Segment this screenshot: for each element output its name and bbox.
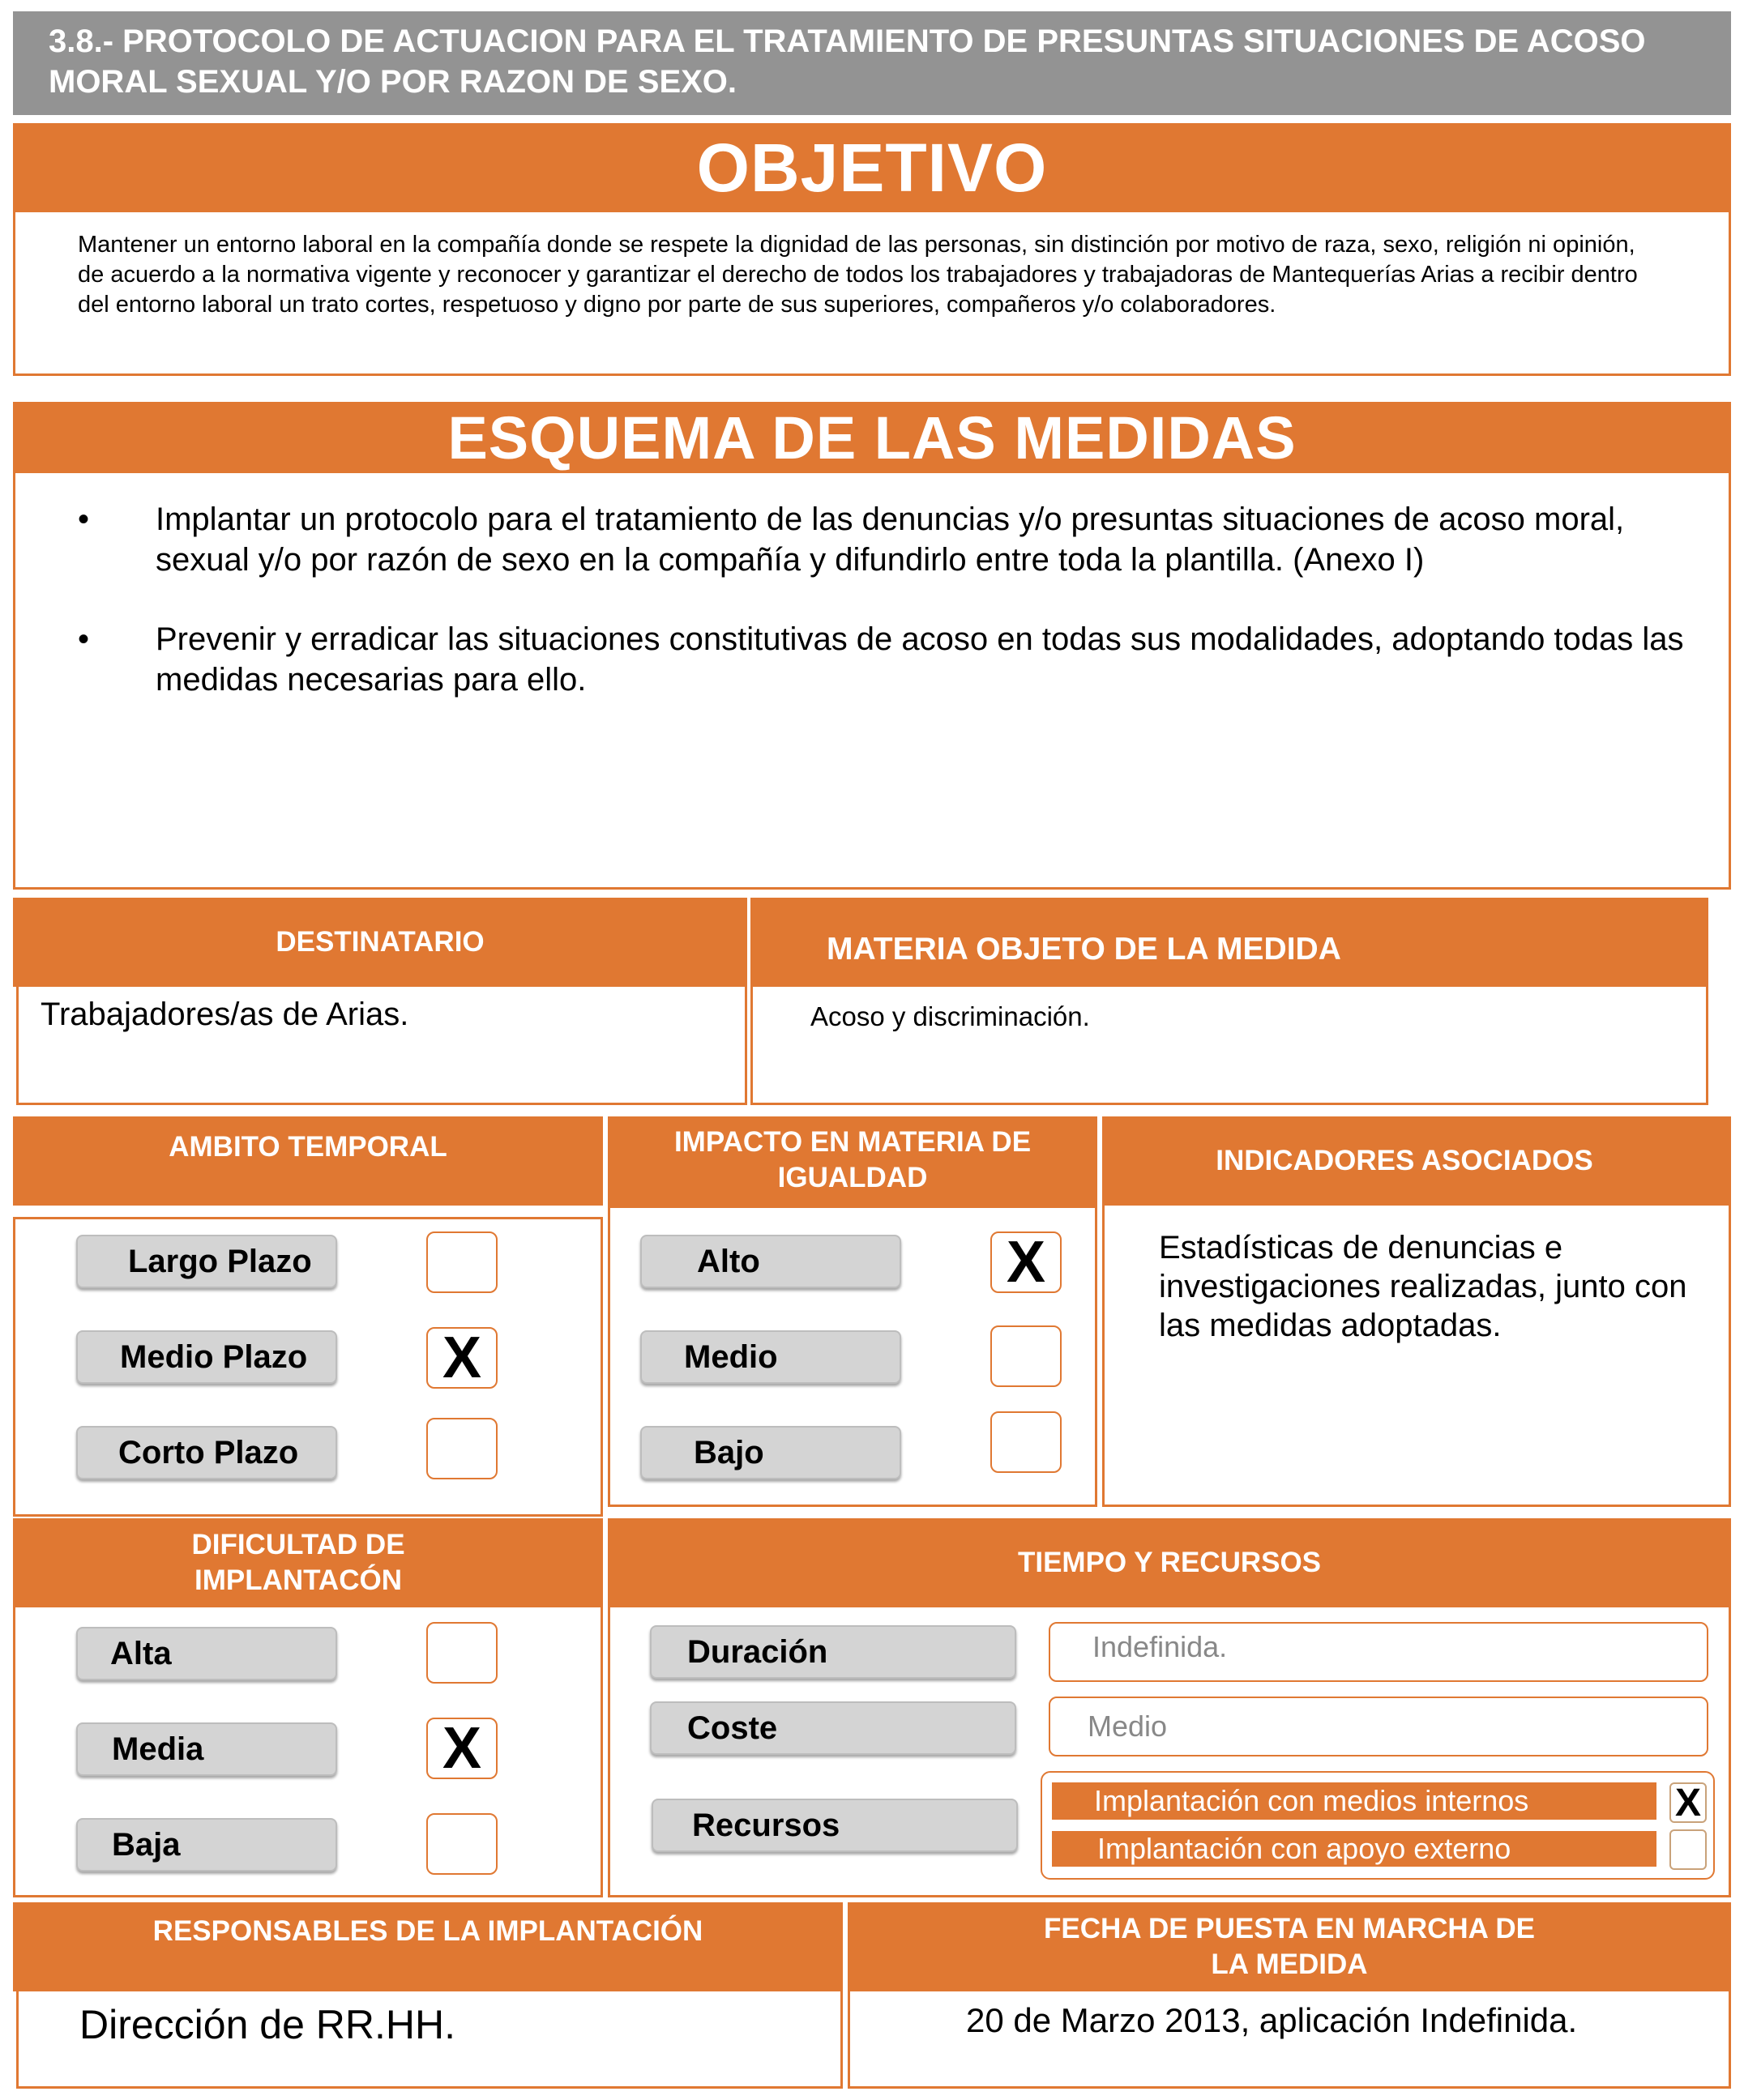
option-bajo[interactable]: Bajo xyxy=(640,1426,901,1479)
objetivo-text: Mantener un entorno laboral en la compañía donde se respete la dignidad de las personas, sin distinción por motivo de raza, sexo, religión ni opinión, de acuerdo a la normativa vigente y reconocer y garantizar el derecho de todos los trabajadores y trabajadoras de Mantequerías Arias a recibir dentro del entorno laboral un trato cortes, respetuoso y digno por parte de sus superiores, compañeros y/o colaboradores. xyxy=(78,232,1638,318)
checkbox-medio[interactable] xyxy=(990,1325,1062,1387)
responsables-heading xyxy=(13,1902,843,1991)
indicadores-text: Estadísticas de denuncias e investigaciones realizadas, junto con las medidas adoptadas. xyxy=(1159,1230,1687,1343)
duracion-field[interactable]: Indefinida. xyxy=(1049,1622,1708,1682)
checkbox-media[interactable]: X xyxy=(426,1718,498,1779)
option-corto-plazo[interactable]: Corto Plazo xyxy=(76,1426,337,1479)
section-title: 3.8.- PROTOCOLO DE ACTUACION PARA EL TRATAMIENTO DE PRESUNTAS SITUACIONES DE ACOSO MORAL SEXUAL Y/O POR RAZON DE SEXO. xyxy=(49,23,1646,100)
objetivo-heading: OBJETIVO xyxy=(13,123,1731,212)
option-media[interactable]: Media xyxy=(76,1722,337,1776)
materia-heading xyxy=(750,898,1708,987)
option-medio[interactable]: Medio xyxy=(640,1330,901,1384)
fecha-heading-text: FECHA DE PUESTA EN MARCHA DE LA MEDIDA xyxy=(1043,1913,1536,1980)
checkbox-apoyo-externo[interactable] xyxy=(1669,1829,1707,1870)
list-item-text: Prevenir y erradicar las situaciones constitutivas de acoso en todas sus modalidades, adoptando todas las medidas necesarias para ello. xyxy=(156,621,1684,698)
destinatario-heading: DESTINATARIO xyxy=(13,898,747,987)
impacto-heading xyxy=(608,1116,1097,1206)
responsables-heading-text: RESPONSABLES DE LA IMPLANTACIÓN xyxy=(152,1915,703,1947)
recursos-option-externo[interactable]: Implantación con apoyo externo xyxy=(1052,1831,1656,1867)
list-item xyxy=(13,499,1699,580)
ambito-heading-text: AMBITO TEMPORAL xyxy=(169,1131,447,1163)
checkbox-largo-plazo[interactable] xyxy=(426,1231,498,1293)
fecha-heading xyxy=(848,1902,1731,1991)
dificultad-heading xyxy=(13,1518,603,1607)
fecha-value: 20 de Marzo 2013, aplicación Indefinida. xyxy=(966,2001,1578,2039)
checkbox-medios-internos[interactable]: X xyxy=(1669,1782,1707,1823)
dificultad-heading-text: DIFICULTAD DE IMPLANTACÓN xyxy=(191,1529,405,1596)
materia-value: Acoso y discriminación. xyxy=(810,1001,1090,1031)
option-baja[interactable]: Baja xyxy=(76,1818,337,1872)
option-largo-plazo[interactable]: Largo Plazo xyxy=(76,1235,337,1288)
recursos-option-internos[interactable]: Implantación con medios internos xyxy=(1052,1782,1656,1820)
option-alto[interactable]: Alto xyxy=(640,1235,901,1288)
esquema-list xyxy=(13,499,1699,739)
checkbox-bajo[interactable] xyxy=(990,1411,1062,1473)
checkbox-baja[interactable] xyxy=(426,1813,498,1875)
indicadores-heading: INDICADORES ASOCIADOS xyxy=(1102,1116,1731,1206)
bullet: • xyxy=(78,621,90,657)
responsables-value: Dirección de RR.HH. xyxy=(79,2002,456,2047)
checkbox-alto[interactable]: X xyxy=(990,1231,1062,1293)
section-title-bar xyxy=(13,11,1731,115)
destinatario-value: Trabajadores/as de Arias. xyxy=(41,997,409,1032)
duracion-label: Duración xyxy=(650,1625,1016,1679)
list-item xyxy=(13,619,1699,700)
recursos-label: Recursos xyxy=(652,1799,1018,1852)
materia-heading-text: MATERIA OBJETO DE LA MEDIDA xyxy=(827,932,1341,967)
checkbox-alta[interactable] xyxy=(426,1622,498,1684)
tiempo-heading: TIEMPO Y RECURSOS xyxy=(608,1518,1731,1607)
option-alta[interactable]: Alta xyxy=(76,1627,337,1680)
esquema-heading: ESQUEMA DE LAS MEDIDAS xyxy=(13,402,1731,473)
checkbox-corto-plazo[interactable] xyxy=(426,1418,498,1479)
ambito-heading xyxy=(13,1116,603,1206)
impacto-heading-text: IMPACTO EN MATERIA DE IGUALDAD xyxy=(673,1126,1032,1193)
coste-field[interactable]: Medio xyxy=(1049,1697,1708,1756)
coste-label: Coste xyxy=(650,1701,1016,1755)
bullet: • xyxy=(78,502,90,537)
checkbox-medio-plazo[interactable]: X xyxy=(426,1327,498,1389)
list-item-text: Implantar un protocolo para el tratamiento de las denuncias y/o presuntas situaciones de acoso moral, sexual y/o por razón de sexo en la compañía y difundirlo entre toda la plantilla. (Anexo I) xyxy=(156,502,1625,578)
option-medio-plazo[interactable]: Medio Plazo xyxy=(76,1330,337,1384)
